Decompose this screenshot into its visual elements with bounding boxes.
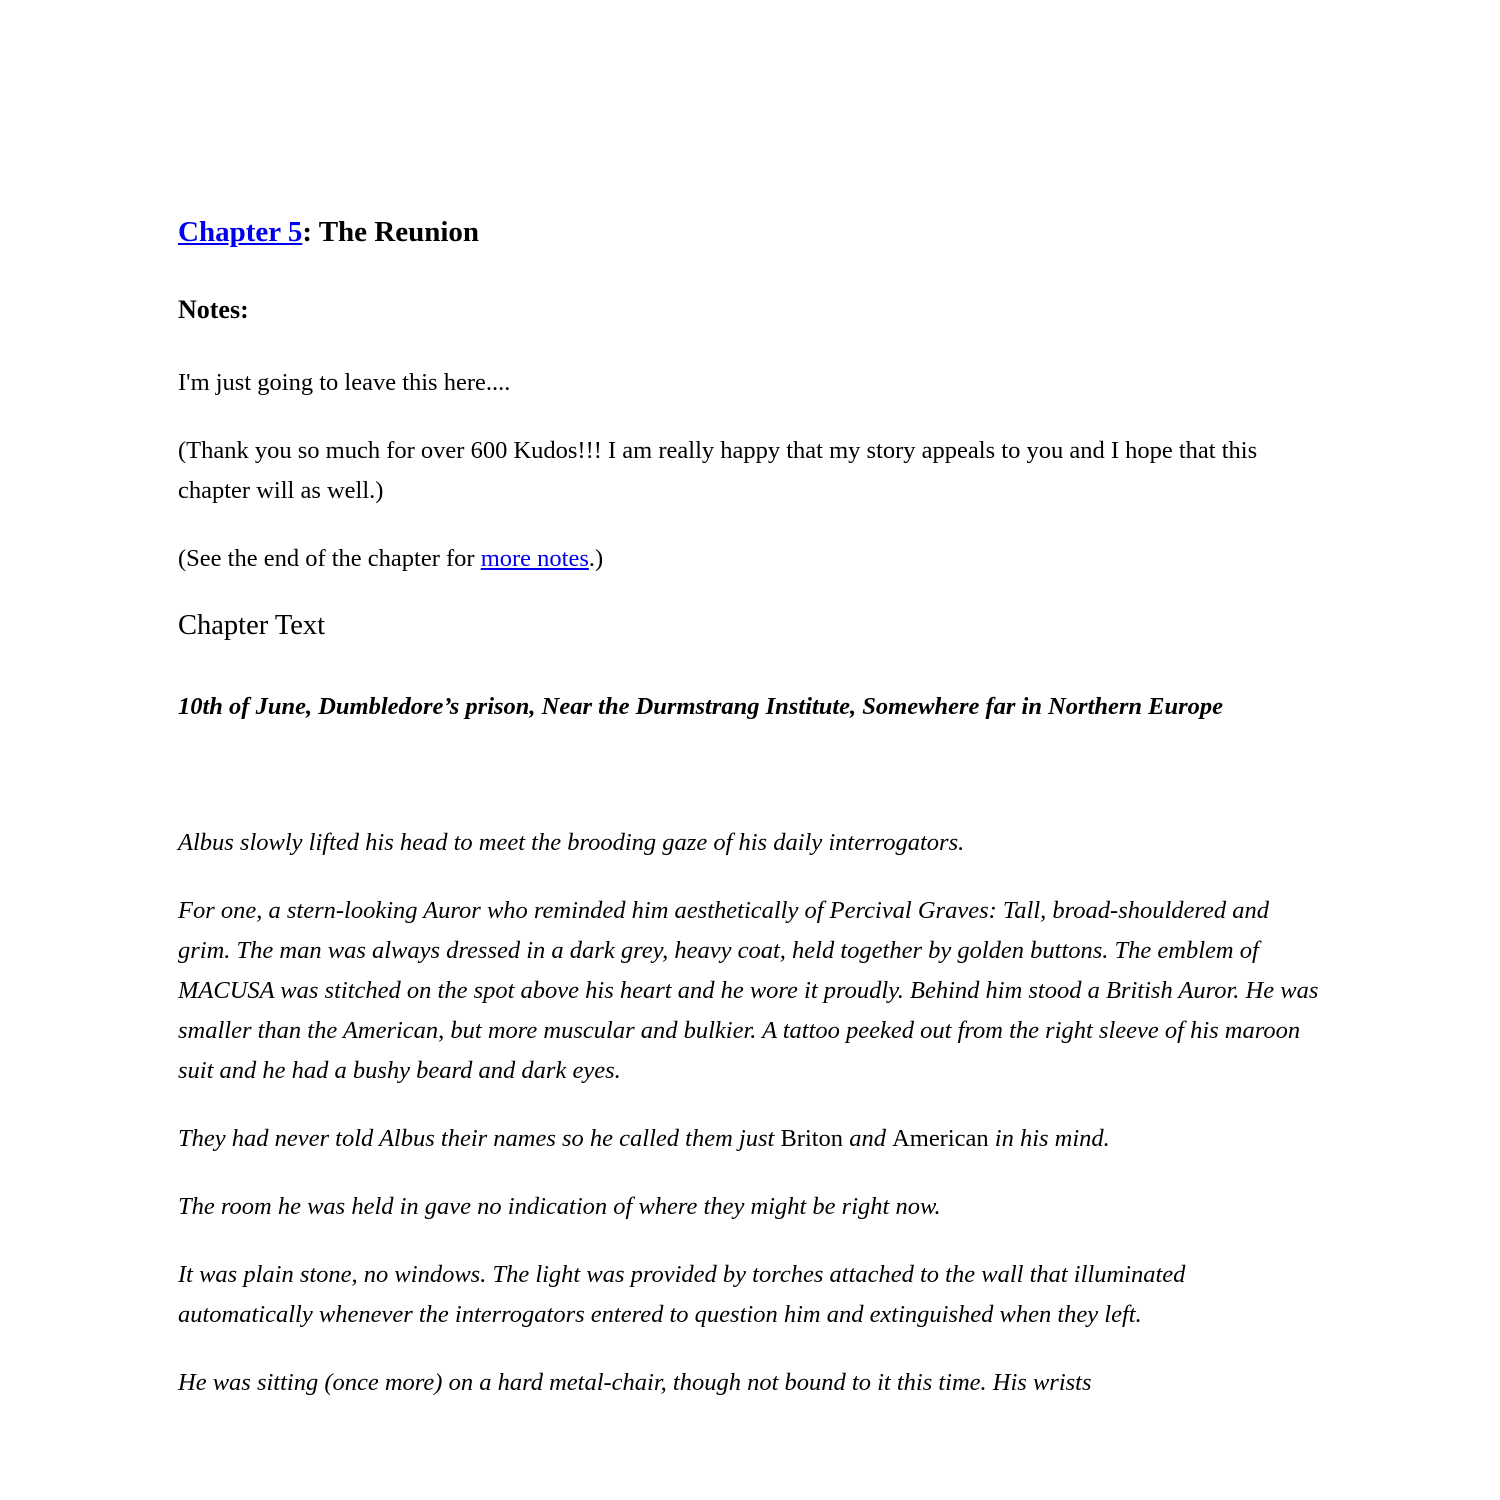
notes-heading: Notes: — [178, 295, 249, 324]
more-notes-link[interactable]: more notes — [480, 545, 589, 572]
story-paragraph-1: Albus slowly lifted his head to meet the brooding gaze of his daily interrogators. — [178, 829, 965, 856]
story-paragraph-2: For one, a stern-looking Auror who reminded him aesthetically of Percival Graves: Tall, broad-shouldered and grim. The man was always dressed in a dark grey, heavy coat, held together by golden buttons. The emblem of MACUSA was stitched on the spot above his heart and he wore it proudly. Behind him stood a British Auror. He was smaller than the American, but more muscular and bulkier. A tattoo peeked out from the right sleeve of his maroon suit and he had a bushy beard and dark eyes. — [178, 897, 1319, 1084]
chapter-text-heading: Chapter Text — [178, 610, 326, 641]
notes-paragraph-2: (Thank you so much for over 600 Kudos!!! I am really happy that my story appeals to you and I hope that this chapter will as well.) — [178, 437, 1258, 504]
story-paragraph-6: He was sitting (once more) on a hard metal-chair, though not bound to it this time. His wrists — [178, 1369, 1092, 1396]
document-content — [178, 213, 1322, 1403]
chapter-heading-title: : The Reunion — [302, 216, 480, 248]
notes-paragraph-1: I'm just going to leave this here.... — [178, 369, 511, 396]
story-paragraph-3-pre: They had never told Albus their names so he called them just — [178, 1125, 781, 1152]
story-paragraph-4: The room he was held in gave no indication of where they might be right now. — [178, 1193, 941, 1220]
story-empty-paragraph — [178, 755, 1322, 795]
chapter-link[interactable]: Chapter 5 — [178, 216, 303, 248]
notes-paragraph-3-post: .) — [588, 545, 604, 572]
story-paragraph-3 — [178, 1119, 1322, 1159]
story-location-line: 10th of June, Dumbledore’s prison, Near the Durmstrang Institute, Somewhere far in Northern Europe — [178, 693, 1224, 720]
story-paragraph-3-post: in his mind. — [988, 1125, 1110, 1152]
story-paragraph-5: It was plain stone, no windows. The light was provided by torches attached to the wall that illuminated automatically whenever the interrogators entered to question him and extinguished when they left. — [178, 1261, 1186, 1328]
story-paragraph-3-briton: Briton — [780, 1125, 844, 1152]
story-paragraph-3-american: American — [892, 1125, 989, 1152]
notes-paragraph-3-pre: (See the end of the chapter for — [178, 545, 481, 572]
story-paragraph-3-mid: and — [843, 1125, 893, 1152]
notes-paragraph-3 — [178, 539, 1322, 579]
chapter-heading — [178, 213, 1322, 251]
